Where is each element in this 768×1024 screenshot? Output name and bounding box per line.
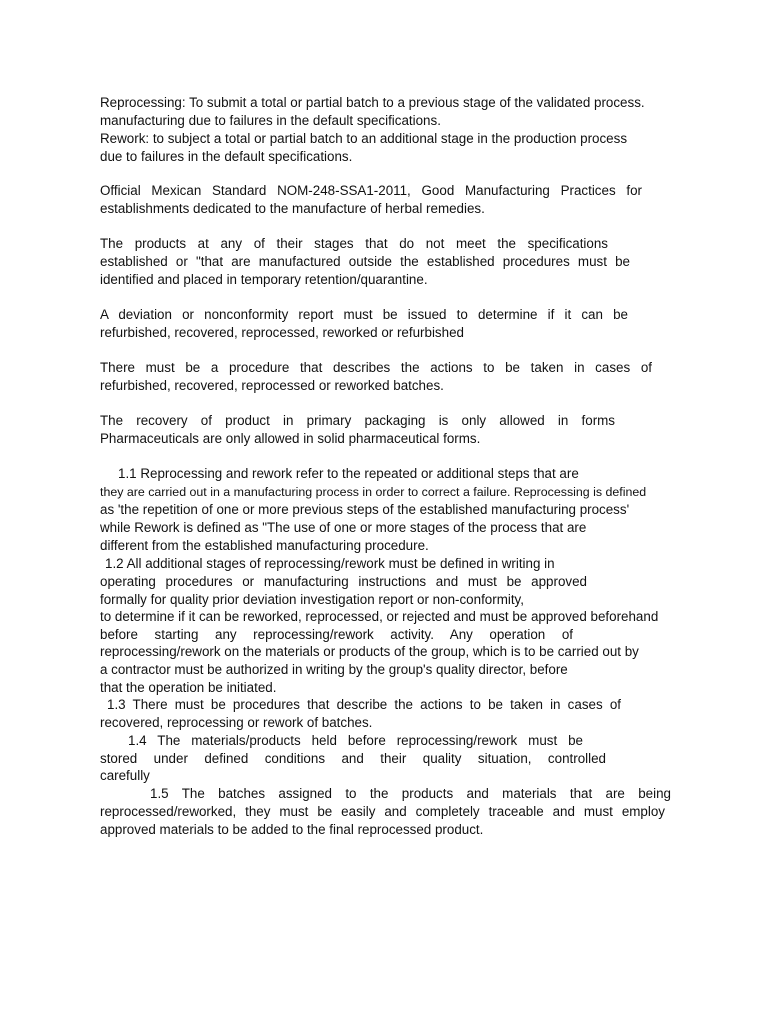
text-line: 1.1 Reprocessing and rework refer to the repeated or additional steps that are bbox=[118, 466, 579, 481]
text-line: due to failures in the default specifications. bbox=[100, 149, 353, 164]
text-line: as 'the repetition of one or more previous steps of the established manufacturing process' bbox=[100, 502, 630, 517]
text-line: that the operation be initiated. bbox=[100, 680, 277, 695]
text-line: stored under defined conditions and their quality situation, controlled bbox=[100, 751, 606, 766]
text-line: they are carried out in a manufacturing process in order to correct a failure. Reprocessing is defined bbox=[100, 485, 647, 499]
text-line: before starting any reprocessing/rework activity. Any operation of bbox=[100, 627, 573, 642]
text-line: a contractor must be authorized in writing by the group's quality director, before bbox=[100, 662, 568, 677]
text-line: establishments dedicated to the manufacture of herbal remedies. bbox=[100, 201, 485, 216]
text-line: 1.3 There must be procedures that describe the actions to be taken in cases of bbox=[107, 697, 621, 712]
text-line: while Rework is defined as "The use of one or more stages of the process that are bbox=[100, 520, 587, 535]
text-line: identified and placed in temporary retention/quarantine. bbox=[100, 272, 428, 287]
text-line: established or "that are manufactured outside the established procedures must be bbox=[100, 254, 630, 269]
text-line: reprocessed/reworked, they must be easily and completely traceable and must employ bbox=[100, 804, 665, 819]
text-line: 1.2 All additional stages of reprocessing/rework must be defined in writing in bbox=[105, 556, 555, 571]
text-line: Rework: to subject a total or partial batch to an additional stage in the production process bbox=[100, 131, 628, 146]
text-line: operating procedures or manufacturing instructions and must be approved bbox=[100, 574, 587, 589]
text-line: recovered, reprocessing or rework of batches. bbox=[100, 715, 373, 730]
text-line: refurbished, recovered, reprocessed or reworked batches. bbox=[100, 378, 444, 393]
text-line: approved materials to be added to the final reprocessed product. bbox=[100, 822, 484, 837]
text-line: The products at any of their stages that do not meet the specifications bbox=[100, 236, 608, 251]
text-line: manufacturing due to failures in the default specifications. bbox=[100, 113, 441, 128]
text-line: The recovery of product in primary packaging is only allowed in forms bbox=[100, 413, 615, 428]
text-line: 1.4 The materials/products held before reprocessing/rework must be bbox=[128, 733, 583, 748]
text-line: Pharmaceuticals are only allowed in solid pharmaceutical forms. bbox=[100, 431, 481, 446]
text-line: A deviation or nonconformity report must be issued to determine if it can be bbox=[100, 307, 628, 322]
text-line: There must be a procedure that describes the actions to be taken in cases of bbox=[100, 360, 652, 375]
text-line: Reprocessing: To submit a total or partial batch to a previous stage of the validated process. bbox=[100, 95, 645, 110]
text-line: formally for quality prior deviation investigation report or non-conformity, bbox=[100, 592, 524, 607]
text-line: to determine if it can be reworked, reprocessed, or rejected and must be approved beforehand bbox=[100, 609, 659, 624]
text-line: reprocessing/rework on the materials or products of the group, which is to be carried out by bbox=[100, 644, 639, 659]
text-line: Official Mexican Standard NOM-248-SSA1-2011, Good Manufacturing Practices for bbox=[100, 183, 642, 198]
text-line: refurbished, recovered, reprocessed, reworked or refurbished bbox=[100, 325, 464, 340]
text-line: 1.5 The batches assigned to the products and materials that are being bbox=[150, 786, 671, 801]
text-line: different from the established manufacturing procedure. bbox=[100, 538, 429, 553]
text-line: carefully bbox=[100, 768, 150, 783]
